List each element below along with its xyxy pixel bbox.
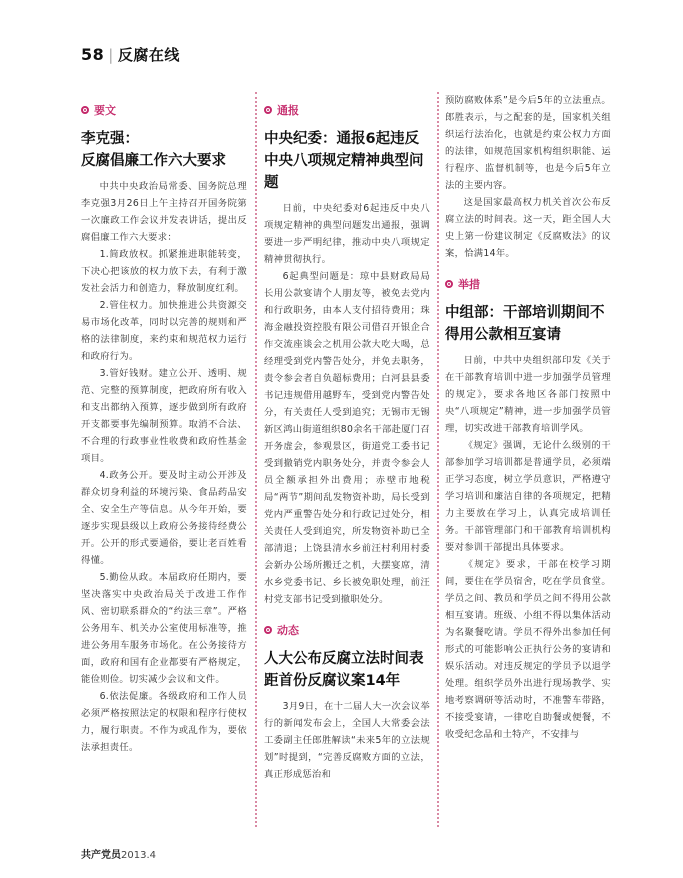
paragraph: 《规定》强调，无论什么级别的干部参加学习培训都是普通学员，必须端正学习态度，树立学员意识，严格遵守学习培训和廉洁自律的各项规定，把精力主要放在学习上，认真完成培训任务。干部管理部门和干部教育培训机构要对参训干部提出具体要求。 bbox=[445, 440, 611, 553]
article-title: 中组部：干部培训期间不得用公款相互宴请 bbox=[445, 305, 605, 343]
paragraph: 中共中央政治局常委、国务院总理李克强3月26日上午主持召开国务院第一次廉政工作会议并发表讲话，提出反腐倡廉工作六大要求： bbox=[81, 181, 247, 243]
section-label: 通报 bbox=[264, 102, 430, 118]
magazine-logo: 共产党员 bbox=[81, 850, 121, 861]
header-separator: | bbox=[108, 46, 114, 64]
paragraph: 日前，中共中央组织部印发《关于在干部教育培训中进一步加强学员管理的规定》，要求各地区各部门按照中央“八项规定”精神，进一步加强学员管理，切实改进干部教育培训学风。 bbox=[445, 355, 611, 434]
paragraph: 日前，中央纪委对6起违反中央八项规定精神的典型问题发出通报，强调要进一步严明纪律，推动中央八项规定精神贯彻执行。 bbox=[264, 203, 430, 265]
paragraph: 6起典型问题是：琼中县财政局局长用公款宴请个人朋友等，被免去党内和行政职务，由本人支付招待费用；珠海金融投资控股有限公司借召开银企合作交流座谈会之机用公款大吃大喝，总经理受到党内警告处分，并免去职务，责令参会者自负超标费用；白河县县委书记违规借用越野车，受到党内警告处分，有关责任人受到追究；无锡市无锡新区鸿山街道组织80余名干部赴厦门召开务虚会，参观景区，街道党工委书记受到撤销党内职务处分，并责令参会人员全额承担外出费用；赤壁市地税局“两节”期间乱发物资补助，局长受到党内严重警告处分和行政记过处分，相关责任人受到追究，所发物资补助已全部清退；上饶县清水乡前汪村利用村委会新办公场所搬迁之机，大摆宴席，清水乡党委书记、乡长被免职处理，前汪村党支部书记受到撤职处分。 bbox=[264, 271, 430, 605]
paragraph: 预防腐败体系”是今后5年的立法重点。郎胜表示，与之配套的是，国家机关组织运行法治化，也就是约束公权力方面的法律，如规范国家机构组织职能、运行程序、监督机制等，也是今后5年立法的主要内容。 bbox=[445, 95, 611, 191]
section-label: 举措 bbox=[445, 276, 611, 292]
paragraph: 3月9日，在十二届人大一次会议举行的新闻发布会上，全国人大常委会法工委副主任郎胜解读“未来5年的立法规划”时提到，“完善反腐败方面的立法，真正形成惩治和 bbox=[264, 701, 430, 780]
page-footer bbox=[81, 846, 156, 861]
section-label: 动态 bbox=[264, 622, 430, 638]
bullet-circle-icon bbox=[445, 280, 453, 288]
paragraph: 2.管住权力。加快推进公共资源交易市场化改革，同时以完善的规则和严格的法律制度，来约束和规范权力运行和政府行为。 bbox=[81, 300, 247, 362]
page-number: 58 bbox=[81, 45, 105, 64]
column-divider bbox=[437, 92, 439, 827]
paragraph: 3.管好钱财。建立公开、透明、规范、完整的预算制度，把政府所有收入和支出都纳入预算，逐步做到所有政府开支都要事先编制预算。取消不合法、不合理的行政事业性收费和政府性基金项目。 bbox=[81, 368, 247, 464]
column-1 bbox=[81, 92, 247, 756]
paragraph: 5.勤俭从政。本届政府任期内，要坚决落实中央政治局关于改进工作作风、密切联系群众的“约法三章”。严格公务用车、机关办公室使用标准等，推进公务用车服务市场化。在公务接待方面，政府和国有企业都要有严格规定，能俭则俭。切实减少会议和文件。 bbox=[81, 572, 247, 685]
bullet-circle-icon bbox=[81, 106, 89, 114]
article-title-line: 李克强： bbox=[81, 131, 139, 147]
column-3 bbox=[445, 92, 611, 743]
paragraph: 这是国家最高权力机关首次公布反腐立法的时间表。这一天，距全国人大史上第一份建议制定《反腐败法》的议案，恰满14年。 bbox=[445, 197, 611, 259]
bullet-circle-icon bbox=[264, 626, 272, 634]
column-2 bbox=[264, 92, 430, 783]
page-header bbox=[81, 44, 180, 65]
article-title: 人大公布反腐立法时间表距首份反腐议案14年 bbox=[264, 651, 424, 689]
article-title-line: 反腐倡廉工作六大要求 bbox=[81, 153, 226, 169]
section-label: 要文 bbox=[81, 102, 247, 118]
paragraph: 6.依法促廉。各级政府和工作人员必须严格按照法定的权限和程序行使权力，履行职责。不作为或乱作为，要依法承担责任。 bbox=[81, 691, 247, 753]
header-section: 反腐在线 bbox=[117, 46, 180, 64]
article-title: 中央纪委：通报6起违反中央八项规定精神典型问题 bbox=[264, 131, 424, 191]
bullet-circle-icon bbox=[264, 106, 272, 114]
paragraph: 4.政务公开。要及时主动公开涉及群众切身利益的环境污染、食品药品安全、安全生产等信息。从今年开始，要逐步实现县级以上政府公务接待经费公开。公开的形式要通俗，要让老百姓看得懂。 bbox=[81, 470, 247, 566]
paragraph: 1.简政放权。抓紧推进职能转变，下决心把该放的权力放下去，有利于激发社会活力和创造力，释放制度红利。 bbox=[81, 249, 247, 294]
issue-number: 2013.4 bbox=[121, 850, 156, 861]
article-title bbox=[81, 128, 247, 172]
paragraph: 《规定》要求，干部在校学习期间，要住在学员宿舍，吃在学员食堂。学员之间、教员和学员之间不得用公款相互宴请。班级、小组不得以集体活动为名聚餐吃请。学员不得外出参加任何形式的可能影响公正执行公务的宴请和娱乐活动。对违反规定的学员予以退学处理。组织学员外出进行现场教学、实地考察调研等活动时，不准警车带路，不接受宴请，一律吃自助餐或便餐，不收受纪念品和土特产，不安排与 bbox=[445, 559, 611, 740]
column-divider bbox=[255, 92, 257, 827]
